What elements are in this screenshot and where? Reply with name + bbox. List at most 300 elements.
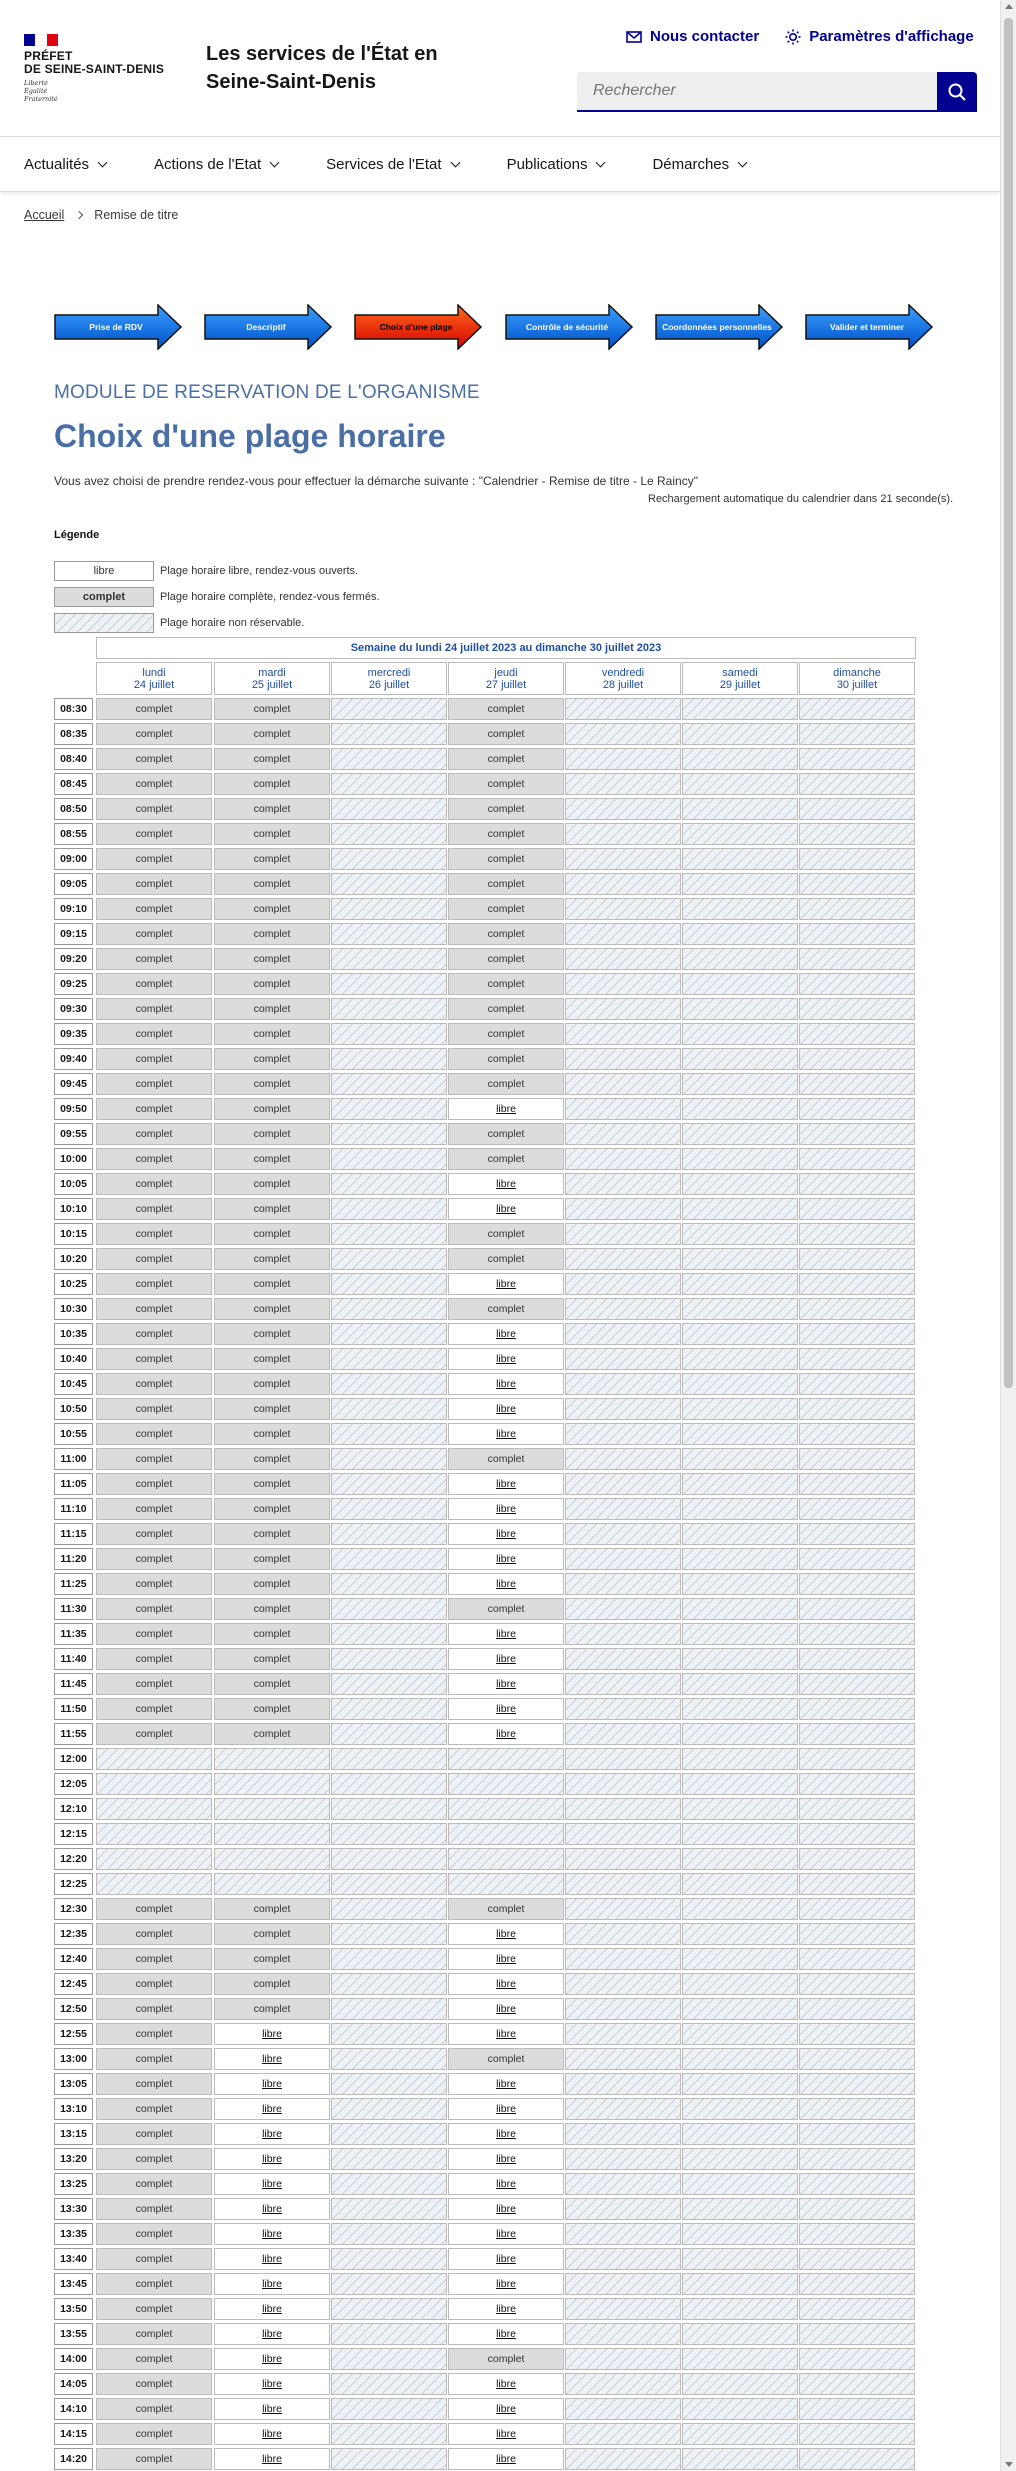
slot-libre-link[interactable]: libre — [262, 2403, 282, 2415]
devise — [24, 79, 174, 103]
slot-complet: complet — [96, 2348, 212, 2370]
slot-libre-link[interactable]: libre — [496, 2403, 516, 2415]
slot-libre-link[interactable]: libre — [496, 2328, 516, 2340]
slot-complet: complet — [448, 823, 564, 845]
slot-non-reservable — [214, 1773, 330, 1795]
slot-non-reservable — [799, 723, 915, 745]
slot-libre[interactable] — [448, 1523, 564, 1545]
slot-non-reservable — [565, 1648, 681, 1670]
slot-libre[interactable] — [448, 1948, 564, 1970]
slot-non-reservable — [799, 1798, 915, 1820]
slot-complet: complet — [214, 873, 330, 895]
slot-libre-link[interactable]: libre — [496, 2153, 516, 2165]
slot-complet: complet — [214, 1973, 330, 1995]
slot-libre-link[interactable]: libre — [496, 1478, 516, 1490]
slot-libre[interactable] — [448, 1373, 564, 1395]
slot-libre-link[interactable]: libre — [262, 2453, 282, 2465]
slot-non-reservable — [799, 1673, 915, 1695]
slot-libre[interactable] — [448, 1998, 564, 2020]
slot-non-reservable — [565, 1948, 681, 1970]
slot-libre[interactable] — [448, 1473, 564, 1495]
slot-libre-link[interactable]: libre — [496, 2203, 516, 2215]
day-header-jeudi — [448, 662, 564, 695]
time-label: 10:40 — [54, 1348, 93, 1370]
slot-non-reservable — [96, 1848, 212, 1870]
slot-libre-link[interactable]: libre — [262, 2203, 282, 2215]
slot-complet: complet — [214, 923, 330, 945]
nav-item-services[interactable] — [326, 137, 458, 191]
slot-libre-link[interactable]: libre — [496, 1278, 516, 1290]
slot-non-reservable — [331, 823, 447, 845]
slot-libre[interactable] — [214, 2248, 330, 2270]
slot-complet: complet — [96, 2323, 212, 2345]
slot-libre-link[interactable]: libre — [496, 1728, 516, 1740]
time-label: 10:00 — [54, 1148, 93, 1170]
slot-non-reservable — [565, 1673, 681, 1695]
slot-complet: complet — [96, 773, 212, 795]
slot-libre[interactable] — [214, 2423, 330, 2445]
slot-complet: complet — [96, 1098, 212, 1120]
slot-complet: complet — [96, 723, 212, 745]
slot-libre[interactable] — [214, 2198, 330, 2220]
slot-non-reservable — [682, 1598, 798, 1620]
slot-non-reservable — [565, 2148, 681, 2170]
slot-non-reservable — [682, 1248, 798, 1270]
time-label: 10:35 — [54, 1323, 93, 1345]
calendar-day-headers — [96, 662, 916, 695]
main-nav — [0, 136, 1000, 192]
slot-libre-link[interactable]: libre — [262, 2428, 282, 2440]
nav-label: Services de l'Etat — [326, 155, 442, 173]
slot-libre[interactable] — [214, 2273, 330, 2295]
day-name: samedi — [722, 666, 758, 679]
slot-libre[interactable] — [214, 2148, 330, 2170]
step-3 — [354, 304, 484, 350]
slot-libre-link[interactable]: libre — [496, 1578, 516, 1590]
step-1 — [54, 304, 184, 350]
slot-non-reservable — [799, 2273, 915, 2295]
slot-non-reservable — [565, 2048, 681, 2070]
slot-complet: complet — [448, 1448, 564, 1470]
slot-non-reservable — [331, 773, 447, 795]
slot-libre[interactable] — [214, 2098, 330, 2120]
slot-non-reservable — [448, 1798, 564, 1820]
slot-complet: complet — [214, 1723, 330, 1745]
slot-non-reservable — [682, 1373, 798, 1395]
slot-libre-link[interactable]: libre — [496, 1503, 516, 1515]
slot-non-reservable — [799, 973, 915, 995]
slot-non-reservable — [565, 2348, 681, 2370]
slot-complet: complet — [96, 2223, 212, 2245]
time-label: 09:35 — [54, 1023, 93, 1045]
slot-libre[interactable] — [448, 1548, 564, 1570]
slot-libre-link[interactable]: libre — [496, 2003, 516, 2015]
slot-non-reservable — [799, 2073, 915, 2095]
slot-complet: complet — [96, 2273, 212, 2295]
time-label: 12:15 — [54, 1823, 93, 1845]
slot-non-reservable — [214, 1873, 330, 1895]
slot-non-reservable — [565, 1523, 681, 1545]
time-label: 13:25 — [54, 2173, 93, 2195]
slot-libre[interactable] — [448, 1973, 564, 1995]
slot-libre[interactable] — [448, 1098, 564, 1120]
slot-libre[interactable] — [214, 2123, 330, 2145]
logo-title — [24, 50, 174, 76]
slot-non-reservable — [682, 2248, 798, 2270]
slot-non-reservable — [799, 2173, 915, 2195]
slot-libre[interactable] — [448, 2073, 564, 2095]
time-label: 09:45 — [54, 1073, 93, 1095]
slot-non-reservable — [799, 1198, 915, 1220]
slot-non-reservable — [799, 1748, 915, 1770]
slot-libre-link[interactable]: libre — [496, 2178, 516, 2190]
step-4 — [505, 304, 635, 350]
slot-complet: complet — [448, 1598, 564, 1620]
slot-libre[interactable] — [214, 2173, 330, 2195]
slot-libre[interactable] — [214, 2298, 330, 2320]
slot-libre-link[interactable]: libre — [496, 1928, 516, 1940]
slot-libre[interactable] — [448, 2423, 564, 2445]
slot-non-reservable — [565, 1123, 681, 1145]
slot-non-reservable — [448, 1748, 564, 1770]
slot-libre[interactable] — [448, 1173, 564, 1195]
slot-libre-link[interactable]: libre — [496, 1378, 516, 1390]
slot-non-reservable — [96, 1823, 212, 1845]
slot-libre[interactable] — [214, 2398, 330, 2420]
search-button[interactable] — [937, 72, 977, 112]
slot-complet: complet — [96, 1423, 212, 1445]
slot-complet: complet — [96, 1148, 212, 1170]
slot-libre-link[interactable]: libre — [496, 1628, 516, 1640]
time-label: 08:50 — [54, 798, 93, 820]
slot-non-reservable — [331, 848, 447, 870]
scroll-down-icon[interactable] — [1005, 2462, 1013, 2467]
calendar-week-label: Semaine du lundi 24 juillet 2023 au dimanche 30 juillet 2023 — [96, 637, 916, 659]
scroll-up-icon[interactable] — [1005, 4, 1013, 9]
search-input[interactable] — [577, 72, 937, 112]
slot-complet: complet — [448, 698, 564, 720]
time-label: 09:55 — [54, 1123, 93, 1145]
slot-non-reservable — [565, 2273, 681, 2295]
slot-libre[interactable] — [214, 2323, 330, 2345]
slot-libre[interactable] — [448, 1723, 564, 1745]
legend-text: Plage horaire complète, rendez-vous fermés. — [160, 591, 380, 603]
time-label: 11:40 — [54, 1648, 93, 1670]
slot-non-reservable — [799, 1723, 915, 1745]
slot-libre-link[interactable]: libre — [262, 2353, 282, 2365]
slot-libre-link[interactable]: libre — [496, 1103, 516, 1115]
day-date: 28 juillet — [602, 678, 644, 691]
scrollbar-thumb[interactable] — [1004, 18, 1013, 1388]
breadcrumb-home-link[interactable]: Accueil — [24, 208, 65, 222]
day-header-dimanche — [799, 662, 915, 695]
slot-non-reservable — [799, 2398, 915, 2420]
time-label: 13:10 — [54, 2098, 93, 2120]
slot-complet: complet — [96, 1723, 212, 1745]
slot-libre[interactable] — [448, 1573, 564, 1595]
slot-libre-link[interactable]: libre — [496, 2028, 516, 2040]
time-label: 09:40 — [54, 1048, 93, 1070]
slot-libre-link[interactable]: libre — [496, 2128, 516, 2140]
time-label: 08:35 — [54, 723, 93, 745]
chevron-down-icon — [738, 157, 748, 167]
slot-libre-link[interactable]: libre — [496, 1353, 516, 1365]
slot-libre[interactable] — [448, 1648, 564, 1670]
slot-libre[interactable] — [214, 2048, 330, 2070]
slot-libre[interactable] — [448, 2198, 564, 2220]
slot-non-reservable — [565, 748, 681, 770]
slot-complet: complet — [214, 1498, 330, 1520]
slot-non-reservable — [331, 1973, 447, 1995]
time-label: 13:35 — [54, 2223, 93, 2245]
slot-libre-link[interactable]: libre — [496, 1553, 516, 1565]
time-label: 11:15 — [54, 1523, 93, 1545]
contact-link[interactable] — [626, 28, 759, 45]
slot-complet: complet — [214, 898, 330, 920]
slot-libre-link[interactable]: libre — [496, 1328, 516, 1340]
slot-complet: complet — [448, 898, 564, 920]
step-5 — [655, 304, 785, 350]
slot-non-reservable — [682, 2073, 798, 2095]
slot-complet: complet — [448, 1898, 564, 1920]
slot-non-reservable — [565, 923, 681, 945]
slot-libre[interactable] — [448, 2248, 564, 2270]
devise-line: Fraternité — [24, 95, 58, 103]
day-name: vendredi — [601, 666, 645, 679]
slot-libre[interactable] — [448, 1348, 564, 1370]
slot-non-reservable — [682, 1423, 798, 1445]
slot-non-reservable — [331, 1373, 447, 1395]
time-label: 14:05 — [54, 2373, 93, 2395]
slot-libre-link[interactable]: libre — [496, 1528, 516, 1540]
logo-line: PRÉFET — [24, 49, 73, 63]
slot-non-reservable — [331, 1173, 447, 1195]
day-date: 24 juillet — [133, 678, 175, 691]
slot-libre[interactable] — [448, 1923, 564, 1945]
prefet-logo[interactable] — [24, 34, 174, 103]
slot-non-reservable — [331, 2348, 447, 2370]
slot-libre-link[interactable]: libre — [262, 2228, 282, 2240]
slot-libre-link[interactable]: libre — [496, 1428, 516, 1440]
time-label: 11:55 — [54, 1723, 93, 1745]
slot-libre-link[interactable]: libre — [262, 2153, 282, 2165]
site-title[interactable]: Les services de l'État en Seine-Saint-Denis — [206, 43, 438, 93]
logo-line: DE SEINE-SAINT-DENIS — [24, 62, 165, 76]
slot-libre-link[interactable]: libre — [496, 1678, 516, 1690]
time-label: 08:30 — [54, 698, 93, 720]
slot-libre-link[interactable]: libre — [262, 2303, 282, 2315]
slot-libre-link[interactable]: libre — [496, 2253, 516, 2265]
slot-libre[interactable] — [448, 1398, 564, 1420]
nav-item-publications[interactable] — [507, 137, 605, 191]
slot-non-reservable — [331, 998, 447, 1020]
slot-libre-link[interactable]: libre — [262, 2378, 282, 2390]
slot-libre[interactable] — [448, 1273, 564, 1295]
slot-libre-link[interactable]: libre — [496, 2228, 516, 2240]
slot-libre[interactable] — [214, 2373, 330, 2395]
slot-complet: complet — [96, 1023, 212, 1045]
slot-libre[interactable] — [448, 2323, 564, 2345]
slot-non-reservable — [331, 1548, 447, 1570]
slot-libre[interactable] — [448, 1623, 564, 1645]
slot-libre[interactable] — [448, 2148, 564, 2170]
slot-complet: complet — [214, 1348, 330, 1370]
slot-libre[interactable] — [448, 2223, 564, 2245]
slot-non-reservable — [565, 873, 681, 895]
slot-non-reservable — [565, 823, 681, 845]
slot-libre-link[interactable]: libre — [496, 2378, 516, 2390]
slot-complet: complet — [96, 2148, 212, 2170]
nav-item-actions[interactable] — [154, 137, 278, 191]
slot-libre-link[interactable]: libre — [496, 2103, 516, 2115]
slot-libre[interactable] — [448, 2098, 564, 2120]
slot-libre[interactable] — [214, 2223, 330, 2245]
slot-non-reservable — [682, 2373, 798, 2395]
slot-libre[interactable] — [448, 2023, 564, 2045]
reload-notice: Rechargement automatique du calendrier dans 21 seconde(s). — [648, 493, 954, 505]
slot-non-reservable — [682, 1873, 798, 1895]
slot-complet: complet — [214, 1673, 330, 1695]
slot-non-reservable — [682, 2223, 798, 2245]
search-bar — [577, 72, 977, 112]
slot-libre[interactable] — [214, 2023, 330, 2045]
slot-libre[interactable] — [448, 2173, 564, 2195]
slot-non-reservable — [799, 2348, 915, 2370]
slot-non-reservable — [682, 1023, 798, 1045]
slot-libre[interactable] — [448, 1498, 564, 1520]
time-label: 09:10 — [54, 898, 93, 920]
legend-row — [54, 561, 380, 581]
slot-complet: complet — [96, 1698, 212, 1720]
intro-text: Vous avez choisi de prendre rendez-vous pour effectuer la démarche suivante : "Calendrier - Remise de titre - Le Raincy" — [54, 474, 698, 488]
slot-libre-link[interactable]: libre — [262, 2253, 282, 2265]
slot-libre[interactable] — [448, 1198, 564, 1220]
slot-complet: complet — [96, 2173, 212, 2195]
slot-libre-link[interactable]: libre — [262, 2028, 282, 2040]
slot-complet: complet — [96, 973, 212, 995]
slot-libre-link[interactable]: libre — [262, 2128, 282, 2140]
slot-libre[interactable] — [448, 1698, 564, 1720]
slot-libre[interactable] — [448, 1423, 564, 1445]
slot-non-reservable — [331, 798, 447, 820]
slot-complet: complet — [214, 1398, 330, 1420]
slot-libre-link[interactable]: libre — [496, 1403, 516, 1415]
slot-non-reservable — [565, 2023, 681, 2045]
slot-libre[interactable] — [448, 2373, 564, 2395]
slot-libre-link[interactable]: libre — [496, 2078, 516, 2090]
slot-non-reservable — [331, 1323, 447, 1345]
slot-libre-link[interactable]: libre — [262, 2328, 282, 2340]
slot-non-reservable — [682, 1223, 798, 1245]
day-name: lundi — [142, 666, 166, 679]
time-label: 11:50 — [54, 1698, 93, 1720]
slot-libre-link[interactable]: libre — [496, 1203, 516, 1215]
slot-non-reservable — [799, 1598, 915, 1620]
slot-non-reservable — [565, 1448, 681, 1470]
devise-line: Égalité — [24, 87, 48, 95]
slot-non-reservable — [682, 1173, 798, 1195]
slot-libre[interactable] — [448, 2123, 564, 2145]
slot-non-reservable — [565, 1273, 681, 1295]
slot-libre-link[interactable]: libre — [496, 2453, 516, 2465]
slot-libre[interactable] — [448, 2398, 564, 2420]
slot-libre-link[interactable]: libre — [496, 2428, 516, 2440]
slot-complet: complet — [214, 1298, 330, 1320]
slot-non-reservable — [331, 2373, 447, 2395]
slot-non-reservable — [565, 1298, 681, 1320]
slot-complet: complet — [96, 1898, 212, 1920]
slot-non-reservable — [331, 1448, 447, 1470]
slot-complet: complet — [96, 1223, 212, 1245]
slot-libre[interactable] — [448, 1673, 564, 1695]
slot-non-reservable — [799, 1323, 915, 1345]
page-scrollbar[interactable] — [1000, 0, 1016, 2471]
slot-libre-link[interactable]: libre — [496, 1953, 516, 1965]
slot-libre-link[interactable]: libre — [262, 2078, 282, 2090]
time-label: 13:20 — [54, 2148, 93, 2170]
slot-libre[interactable] — [448, 2273, 564, 2295]
slot-libre-link[interactable]: libre — [496, 2303, 516, 2315]
slot-non-reservable — [682, 1923, 798, 1945]
slot-non-reservable — [565, 2448, 681, 2470]
slot-non-reservable — [799, 2048, 915, 2070]
slot-libre-link[interactable]: libre — [262, 2103, 282, 2115]
nav-label: Démarches — [652, 155, 730, 173]
slot-complet: complet — [214, 798, 330, 820]
slot-libre[interactable] — [214, 2448, 330, 2470]
slot-libre[interactable] — [214, 2073, 330, 2095]
step-label: Contrôle de sécurité — [525, 322, 609, 332]
day-name: dimanche — [833, 666, 881, 679]
slot-non-reservable — [565, 698, 681, 720]
slot-libre-link[interactable]: libre — [262, 2053, 282, 2065]
slot-non-reservable — [565, 1373, 681, 1395]
slot-non-reservable — [331, 723, 447, 745]
slot-complet: complet — [448, 2348, 564, 2370]
nav-item-actualites[interactable] — [24, 137, 106, 191]
slot-non-reservable — [565, 1623, 681, 1645]
slot-libre-link[interactable]: libre — [496, 1653, 516, 1665]
slot-libre[interactable] — [448, 2448, 564, 2470]
slot-libre-link[interactable]: libre — [262, 2278, 282, 2290]
step-label: Choix d'une plage — [379, 322, 453, 332]
slot-non-reservable — [565, 1148, 681, 1170]
slot-libre[interactable] — [448, 2298, 564, 2320]
slot-non-reservable — [799, 1498, 915, 1520]
display-settings-button[interactable] — [785, 28, 973, 45]
slot-complet: complet — [96, 1673, 212, 1695]
slot-libre-link[interactable]: libre — [496, 1178, 516, 1190]
slot-libre[interactable] — [448, 1323, 564, 1345]
slot-complet: complet — [214, 773, 330, 795]
time-label: 12:05 — [54, 1773, 93, 1795]
legend-box-libre: libre — [54, 561, 154, 581]
chevron-right-icon — [75, 211, 83, 219]
slot-libre-link[interactable]: libre — [262, 2178, 282, 2190]
slot-non-reservable — [96, 1748, 212, 1770]
slot-libre-link[interactable]: libre — [496, 1703, 516, 1715]
slot-non-reservable — [331, 1148, 447, 1170]
slot-libre[interactable] — [214, 2348, 330, 2370]
nav-item-demarches[interactable] — [652, 137, 746, 191]
slot-complet: complet — [214, 1173, 330, 1195]
slot-non-reservable — [565, 2098, 681, 2120]
day-header-lundi — [96, 662, 212, 695]
slot-non-reservable — [565, 723, 681, 745]
slot-complet: complet — [96, 1398, 212, 1420]
slot-libre-link[interactable]: libre — [496, 2278, 516, 2290]
slot-libre-link[interactable]: libre — [496, 1978, 516, 1990]
